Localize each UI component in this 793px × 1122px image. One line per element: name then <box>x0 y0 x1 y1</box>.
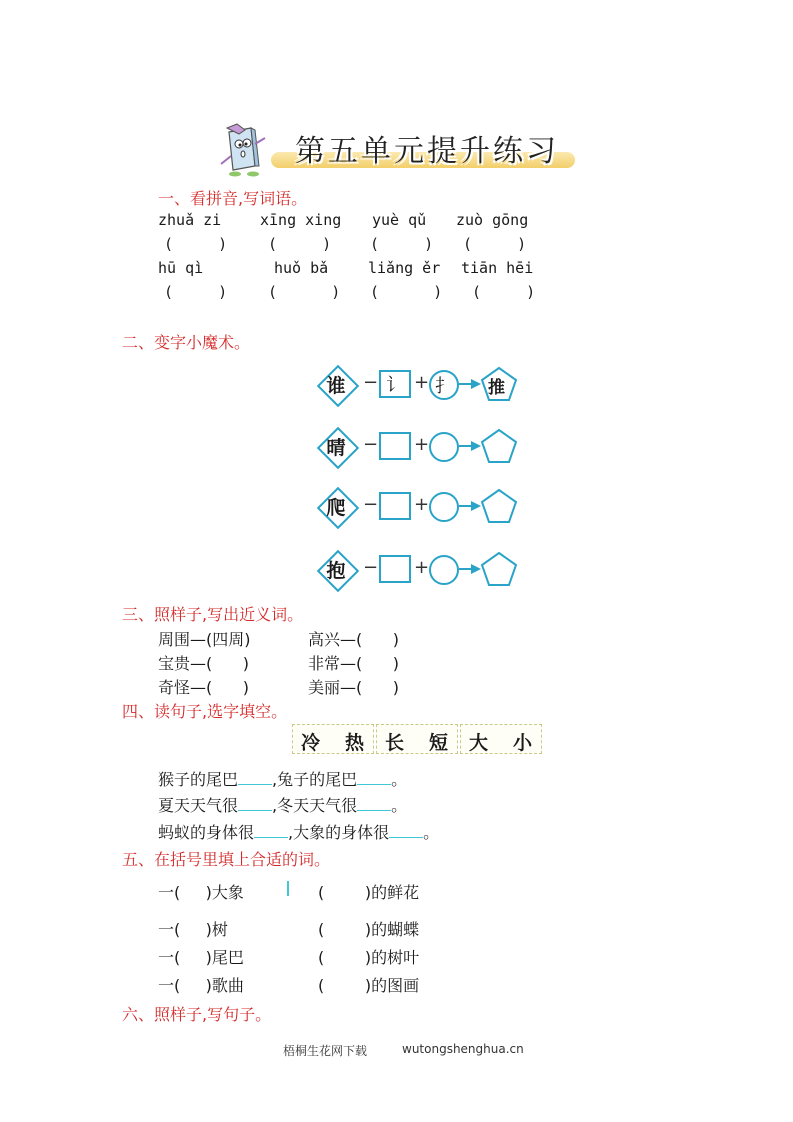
blank-line[interactable] <box>357 770 391 785</box>
pinyin-item: tiān hēi <box>461 259 534 277</box>
magic-row <box>316 549 526 591</box>
section4-title: 四、读句子,选字填空。 <box>122 702 288 721</box>
footer-site-name: 梧桐生花网下载 <box>283 1044 368 1058</box>
answer-blank[interactable]: ( ) <box>164 235 228 253</box>
blank-line[interactable] <box>238 796 272 811</box>
answer-blank[interactable]: ( ) <box>370 235 434 253</box>
choice-group <box>292 724 374 754</box>
measure-word-item[interactable]: 一( )尾巴 <box>158 948 244 967</box>
sentence-end: 。 <box>391 796 408 815</box>
plus-sign: + <box>414 372 430 393</box>
minus-sign: − <box>363 434 379 455</box>
sentence-part: ,大象的身体很 <box>288 823 390 842</box>
blank-line[interactable] <box>254 823 288 838</box>
arrow-right-icon <box>459 500 481 512</box>
measure-word-item[interactable]: 一( )歌曲 <box>158 976 244 995</box>
synonym-item: 周围—(四周) <box>158 630 251 649</box>
answer-blank[interactable]: ( ) <box>472 283 536 301</box>
pinyin-item: yuè qǔ <box>372 211 427 229</box>
pentagon-shape[interactable] <box>480 488 518 524</box>
synonym-item[interactable]: 美丽—( ) <box>308 678 400 697</box>
result-char: 推 <box>488 378 505 398</box>
adjective-item[interactable]: ( )的树叶 <box>318 948 420 967</box>
choice-char[interactable]: 小 <box>513 732 533 754</box>
remove-radical-box[interactable]: 讠 <box>379 370 411 398</box>
choice-group <box>376 724 458 754</box>
sentence-end: 。 <box>423 823 440 842</box>
plus-sign: + <box>414 434 430 455</box>
fill-sentence <box>158 767 407 790</box>
plus-sign: + <box>414 557 430 578</box>
pentagon-shape[interactable] <box>480 428 518 464</box>
adjective-item[interactable]: ( )的图画 <box>318 976 420 995</box>
arrow-right-icon <box>459 563 481 575</box>
pinyin-item: zhuǎ zi <box>158 211 222 229</box>
synonym-item[interactable]: 宝贵—( ) <box>158 654 250 673</box>
section5-title: 五、在括号里填上合适的词。 <box>122 850 331 869</box>
footer-url[interactable]: wutongshenghua.cn <box>402 1042 524 1056</box>
synonym-item[interactable]: 奇怪—( ) <box>158 678 250 697</box>
source-char: 抱 <box>326 559 346 582</box>
answer-blank[interactable]: ( ) <box>370 283 443 301</box>
blank-line[interactable] <box>357 796 391 811</box>
page-title: 第五单元提升练习 <box>295 134 559 169</box>
page-header <box>215 118 580 180</box>
choice-group <box>460 724 542 754</box>
fill-sentence <box>158 793 407 816</box>
section6-title: 六、照样子,写句子。 <box>122 1005 272 1024</box>
blank-line[interactable] <box>238 770 272 785</box>
book-mascot-icon <box>215 122 271 180</box>
add-radical-circle[interactable] <box>429 432 459 462</box>
pinyin-item: huǒ bǎ <box>274 259 329 277</box>
section3-title: 三、照样子,写出近义词。 <box>122 605 304 624</box>
synonym-item[interactable]: 非常—( ) <box>308 654 400 673</box>
answer-blank[interactable]: ( ) <box>268 283 341 301</box>
synonym-item[interactable]: 高兴—( ) <box>308 630 400 649</box>
magic-row <box>316 486 526 528</box>
source-char: 谁 <box>326 374 346 397</box>
adjective-item[interactable]: ( )的蝴蝶 <box>318 920 420 939</box>
blank-line[interactable] <box>389 823 423 838</box>
pentagon-shape[interactable] <box>480 551 518 587</box>
minus-sign: − <box>363 557 379 578</box>
choice-char[interactable]: 热 <box>345 732 365 754</box>
add-radical-circle[interactable] <box>429 555 459 585</box>
pinyin-item: hū qì <box>158 259 204 277</box>
choice-char[interactable]: 长 <box>385 732 405 754</box>
minus-sign: − <box>363 494 379 515</box>
add-radical-circle[interactable]: 扌 <box>429 370 459 400</box>
arrow-right-icon <box>459 440 481 452</box>
source-char: 晴 <box>326 436 346 459</box>
measure-word-item[interactable]: 一( )树 <box>158 920 228 939</box>
remove-radical-box[interactable] <box>379 432 411 460</box>
remove-radical-box[interactable] <box>379 555 411 583</box>
pinyin-item: liǎng ěr <box>368 259 441 277</box>
answer-blank[interactable]: ( ) <box>463 235 527 253</box>
magic-row <box>316 364 526 406</box>
remove-radical-box[interactable] <box>379 492 411 520</box>
section1-title: 一、看拼音,写词语。 <box>158 189 308 208</box>
sentence-part: 猴子的尾巴 <box>158 770 239 789</box>
adjective-item[interactable]: ( )的鲜花 <box>318 883 420 902</box>
arrow-right-icon <box>459 378 481 390</box>
magic-row <box>316 426 526 468</box>
answer-blank[interactable]: ( ) <box>268 235 332 253</box>
fill-sentence <box>158 820 439 843</box>
minus-sign: − <box>363 372 379 393</box>
sentence-part: ,兔子的尾巴 <box>272 770 358 789</box>
pinyin-item: xīng xing <box>260 211 342 229</box>
section2-title: 二、变字小魔术。 <box>122 333 251 352</box>
source-char: 爬 <box>326 496 346 519</box>
text-cursor <box>287 881 289 896</box>
pinyin-item: zuò gōng <box>456 211 529 229</box>
sentence-part: 蚂蚁的身体很 <box>158 823 255 842</box>
plus-sign: + <box>414 494 430 515</box>
choice-char[interactable]: 短 <box>429 732 449 754</box>
sentence-part: 夏天天气很 <box>158 796 239 815</box>
add-radical-circle[interactable] <box>429 492 459 522</box>
choice-char[interactable]: 冷 <box>301 732 321 754</box>
answer-blank[interactable]: ( ) <box>164 283 228 301</box>
sentence-end: 。 <box>391 770 408 789</box>
measure-word-item[interactable]: 一( )大象 <box>158 883 244 902</box>
sentence-part: ,冬天天气很 <box>272 796 358 815</box>
choice-char[interactable]: 大 <box>469 732 489 754</box>
word-choices <box>292 724 542 754</box>
